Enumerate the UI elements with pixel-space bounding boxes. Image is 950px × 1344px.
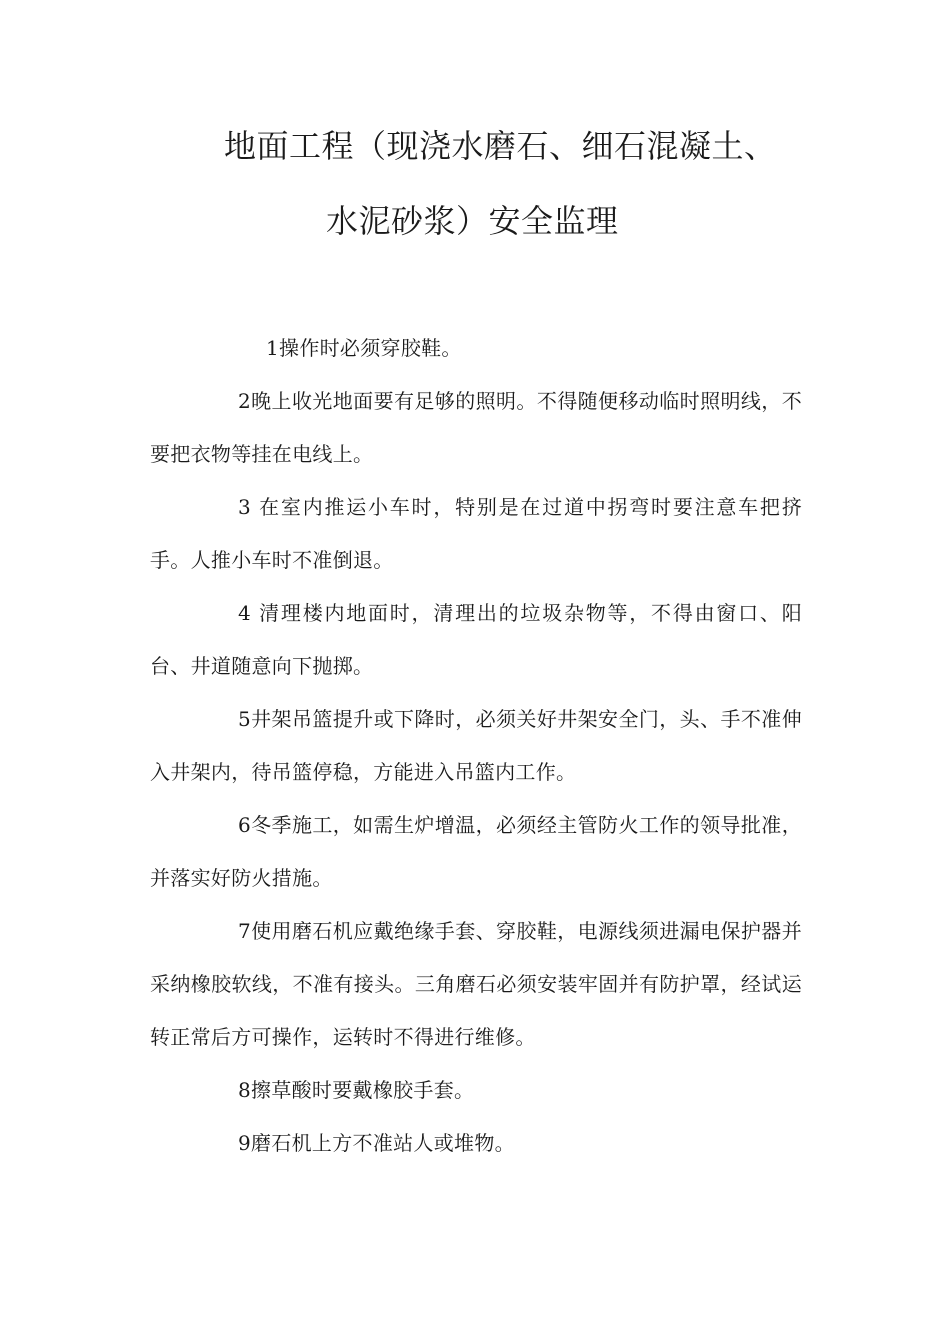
paragraph-6: 6冬季施工，如需生炉增温，必须经主管防火工作的领导批准，并落实好防火措施。 (150, 813, 802, 890)
document-title-line-2: 水泥砂浆）安全监理 (326, 202, 619, 240)
paragraph-5: 5井架吊篮提升或下降时，必须关好井架安全门，头、手不准伸入井架内，待吊篮停稳，方能进入吊篮内工作。 (150, 707, 802, 784)
document-title-line-1: 地面工程（现浇水磨石、细石混凝土、 (224, 127, 777, 165)
paragraph-8: 8擦草酸时要戴橡胶手套。 (238, 1078, 475, 1102)
document-body (150, 322, 802, 1170)
paragraph-2: 2晚上收光地面要有足够的照明。不得随便移动临时照明线，不要把衣物等挂在电线上。 (150, 389, 802, 466)
paragraph-4: 4 清理楼内地面时，清理出的垃圾杂物等，不得由窗口、阳台、井道随意向下抛掷。 (150, 601, 802, 678)
paragraph-1: 1操作时必须穿胶鞋。 (266, 336, 462, 360)
paragraph-7: 7使用磨石机应戴绝缘手套、穿胶鞋，电源线须进漏电保护器并采纳橡胶软线，不准有接头。三角磨石必须安装牢固并有防护罩，经试运转正常后方可操作，运转时不得进行维修。 (150, 919, 802, 1049)
paragraph-3: 3 在室内推运小车时，特别是在过道中拐弯时要注意车把挤手。人推小车时不准倒退。 (150, 495, 802, 572)
paragraph-9: 9磨石机上方不准站人或堆物。 (238, 1131, 515, 1155)
